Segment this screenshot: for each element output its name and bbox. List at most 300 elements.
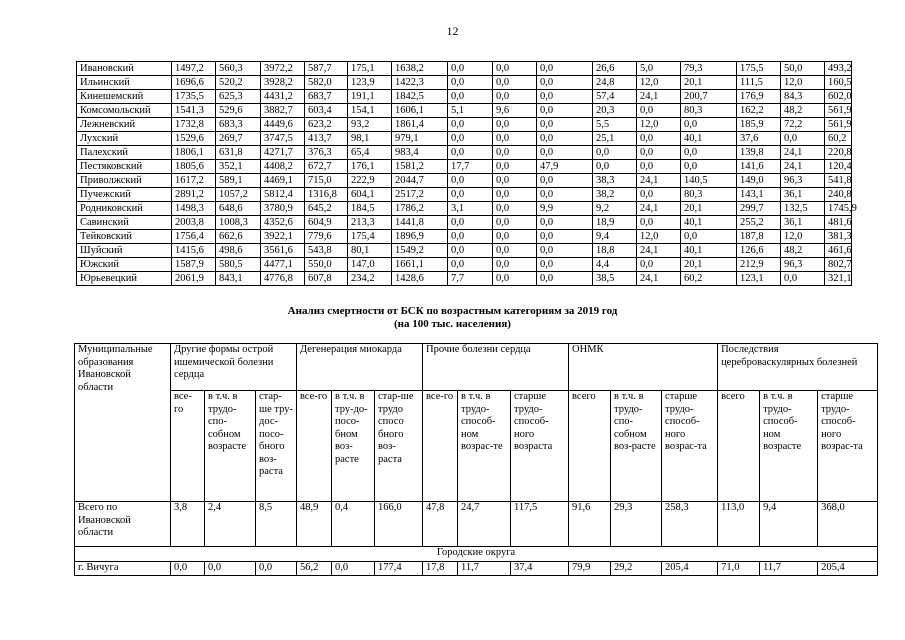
- table-cell: 1756,4: [172, 230, 216, 244]
- table-cell: 5,5: [593, 118, 637, 132]
- table-cell: 0,0: [493, 230, 537, 244]
- table-cell: 7,7: [448, 272, 493, 286]
- table-cell: 0,0: [537, 132, 593, 146]
- district-name: Южский: [77, 258, 172, 272]
- table-cell: 24,1: [637, 244, 681, 258]
- table-cell: 3780,9: [261, 202, 305, 216]
- table-cell: 0,0: [537, 230, 593, 244]
- table-cell: 983,4: [392, 146, 448, 160]
- table-cell: 57,4: [593, 90, 637, 104]
- total-cell: 368,0: [818, 502, 878, 547]
- table-cell: 3747,5: [261, 132, 305, 146]
- table-cell: 220,8: [825, 146, 852, 160]
- total-cell: 48,9: [297, 502, 332, 547]
- group-header: ОНМК: [569, 344, 718, 391]
- table-cell: 80,3: [681, 104, 737, 118]
- table-cell: 126,6: [737, 244, 781, 258]
- table-cell: 93,2: [348, 118, 392, 132]
- district-name: Палехский: [77, 146, 172, 160]
- table-cell: 98,1: [348, 132, 392, 146]
- table-cell: 0,0: [593, 160, 637, 174]
- table-cell: 0,0: [681, 146, 737, 160]
- table-cell: 648,6: [216, 202, 261, 216]
- table-cell: 29,2: [611, 562, 662, 576]
- table-cell: 205,4: [818, 562, 878, 576]
- table-cell: 0,0: [637, 258, 681, 272]
- table-cell: 0,0: [448, 188, 493, 202]
- table-cell: 4,4: [593, 258, 637, 272]
- table-cell: 20,1: [681, 258, 737, 272]
- table-cell: 18,9: [593, 216, 637, 230]
- table-cell: 1008,3: [216, 216, 261, 230]
- column-subheader: в т.ч. в тру-до-посо-бном воз-расте: [332, 391, 375, 502]
- table-cell: 11,7: [760, 562, 818, 576]
- table-cell: 3928,2: [261, 76, 305, 90]
- table-cell: 321,1: [825, 272, 852, 286]
- total-cell: 3,8: [171, 502, 205, 547]
- table-cell: 24,1: [637, 202, 681, 216]
- table-cell: 4449,6: [261, 118, 305, 132]
- table-cell: 1316,8: [305, 188, 348, 202]
- table-cell: 604,1: [348, 188, 392, 202]
- table-cell: 0,0: [493, 188, 537, 202]
- table-cell: 20,1: [681, 76, 737, 90]
- table-cell: 4408,2: [261, 160, 305, 174]
- table-cell: 177,4: [375, 562, 423, 576]
- table-cell: 589,1: [216, 174, 261, 188]
- table-cell: 1541,3: [172, 104, 216, 118]
- column-subheader: все-го: [171, 391, 205, 502]
- table-cell: 0,0: [781, 132, 825, 146]
- table-cell: 185,9: [737, 118, 781, 132]
- table-cell: 5812,4: [261, 188, 305, 202]
- table-cell: 2044,7: [392, 174, 448, 188]
- district-name: Пестяковский: [77, 160, 172, 174]
- table-row: [77, 104, 852, 118]
- table-cell: 1587,9: [172, 258, 216, 272]
- group-header: Прочие болезни сердца: [423, 344, 569, 391]
- section-row: [75, 547, 878, 562]
- table-cell: 79,3: [681, 62, 737, 76]
- table-cell: 24,8: [593, 76, 637, 90]
- table-cell: 132,5: [781, 202, 825, 216]
- table-cell: 481,6: [825, 216, 852, 230]
- section-title: Анализ смертности от БСК по возрастным категориям за 2019 год: [287, 305, 618, 317]
- table-cell: 0,0: [681, 230, 737, 244]
- column-subheader: стар-ше трудо спосо бного воз-раста: [375, 391, 423, 502]
- table-row: [77, 188, 852, 202]
- total-cell: 91,6: [569, 502, 611, 547]
- table-cell: 147,0: [348, 258, 392, 272]
- table-cell: 191,1: [348, 90, 392, 104]
- table-cell: 493,2: [825, 62, 852, 76]
- table-cell: 0,0: [493, 272, 537, 286]
- table-cell: 9,6: [493, 104, 537, 118]
- table-row: [77, 258, 852, 272]
- age-category-mortality-table: [74, 343, 878, 576]
- table-cell: 0,0: [448, 62, 493, 76]
- table-cell: 36,1: [781, 216, 825, 230]
- table-cell: 0,0: [593, 146, 637, 160]
- table-cell: 0,0: [637, 104, 681, 118]
- table-cell: 175,1: [348, 62, 392, 76]
- table-cell: 0,0: [448, 132, 493, 146]
- table-cell: 1861,4: [392, 118, 448, 132]
- table-row: [77, 76, 852, 90]
- table-cell: 162,2: [737, 104, 781, 118]
- table-cell: 12,0: [637, 76, 681, 90]
- district-name: Пучежский: [77, 188, 172, 202]
- table-cell: 1617,2: [172, 174, 216, 188]
- table-cell: 0,0: [537, 174, 593, 188]
- table-cell: 48,2: [781, 104, 825, 118]
- table-cell: 1806,1: [172, 146, 216, 160]
- total-cell: 24,7: [458, 502, 511, 547]
- table-cell: 1428,6: [392, 272, 448, 286]
- table-cell: 645,2: [305, 202, 348, 216]
- district-mortality-table: [76, 61, 857, 286]
- table-cell: 4271,7: [261, 146, 305, 160]
- table-cell: 2003,8: [172, 216, 216, 230]
- table-row: [77, 62, 852, 76]
- table-cell: 200,7: [681, 90, 737, 104]
- table-cell: 184,5: [348, 202, 392, 216]
- table-cell: 0,0: [493, 174, 537, 188]
- table-cell: 0,0: [448, 244, 493, 258]
- table-cell: 0,0: [448, 258, 493, 272]
- table-cell: 141,6: [737, 160, 781, 174]
- table-cell: 154,1: [348, 104, 392, 118]
- total-cell: 166,0: [375, 502, 423, 547]
- table-cell: 587,7: [305, 62, 348, 76]
- table-cell: 3,1: [448, 202, 493, 216]
- table-cell: 56,2: [297, 562, 332, 576]
- total-row: [75, 502, 878, 547]
- table-cell: 4431,2: [261, 90, 305, 104]
- table-cell: 498,6: [216, 244, 261, 258]
- table-cell: 60,2: [825, 132, 852, 146]
- table-cell: 120,4: [825, 160, 852, 174]
- table-cell: 0,0: [493, 244, 537, 258]
- table-cell: 4477,1: [261, 258, 305, 272]
- total-cell: 258,3: [662, 502, 718, 547]
- table-cell: 24,1: [637, 174, 681, 188]
- table-cell: 71,0: [718, 562, 760, 576]
- table-cell: 0,0: [537, 216, 593, 230]
- table-cell: 683,7: [305, 90, 348, 104]
- table-cell: 4352,6: [261, 216, 305, 230]
- section-label: Городские округа: [75, 547, 878, 562]
- table-row: [77, 146, 852, 160]
- table-cell: 802,7: [825, 258, 852, 272]
- section-subtitle: (на 100 тыс. населения): [394, 318, 511, 330]
- table-cell: 1896,9: [392, 230, 448, 244]
- table-cell: 0,0: [637, 216, 681, 230]
- table-cell: 5,1: [448, 104, 493, 118]
- table-cell: 376,3: [305, 146, 348, 160]
- table-cell: 0,0: [171, 562, 205, 576]
- total-cell: 29,3: [611, 502, 662, 547]
- table-cell: 1422,3: [392, 76, 448, 90]
- table-cell: 561,9: [825, 104, 852, 118]
- table-cell: 0,0: [537, 146, 593, 160]
- table-cell: 0,0: [205, 562, 256, 576]
- table-row: [77, 90, 852, 104]
- table-cell: 0,0: [781, 272, 825, 286]
- table-cell: 37,6: [737, 132, 781, 146]
- total-cell: 47,8: [423, 502, 458, 547]
- table-cell: 0,0: [537, 90, 593, 104]
- table-row: [77, 272, 852, 286]
- table-cell: 0,0: [637, 132, 681, 146]
- table-cell: 0,0: [537, 118, 593, 132]
- table-cell: 607,8: [305, 272, 348, 286]
- corner-header: Муниципальные образования Ивановской области: [75, 344, 171, 502]
- table-cell: 1057,2: [216, 188, 261, 202]
- table-cell: 541,8: [825, 174, 852, 188]
- table-cell: 65,4: [348, 146, 392, 160]
- district-name: Ильинский: [77, 76, 172, 90]
- table-cell: 47,9: [537, 160, 593, 174]
- district-name: Ивановский: [77, 62, 172, 76]
- table-cell: 40,1: [681, 132, 737, 146]
- table-cell: 0,0: [537, 244, 593, 258]
- table-cell: 175,4: [348, 230, 392, 244]
- column-subheader: в т.ч. в трудо-способ-ном возрасте: [760, 391, 818, 502]
- table-cell: 1415,6: [172, 244, 216, 258]
- column-subheader: в т.ч. в трудо-способ-ном возрас-те: [458, 391, 511, 502]
- table-cell: 0,0: [493, 216, 537, 230]
- table-cell: 560,3: [216, 62, 261, 76]
- page-number: 12: [446, 24, 459, 38]
- municipality-name: г. Вичуга: [75, 562, 171, 576]
- table-cell: 24,1: [781, 160, 825, 174]
- table-cell: 212,9: [737, 258, 781, 272]
- table-cell: 1735,5: [172, 90, 216, 104]
- table-row: [77, 202, 852, 216]
- table-cell: 3922,1: [261, 230, 305, 244]
- table-cell: 0,0: [448, 90, 493, 104]
- table-cell: 1638,2: [392, 62, 448, 76]
- table-cell: 12,0: [781, 76, 825, 90]
- table-row: [77, 230, 852, 244]
- column-subheader: старше трудо-способ-ного возрас-та: [662, 391, 718, 502]
- table-cell: 26,6: [593, 62, 637, 76]
- column-subheader: всего: [569, 391, 611, 502]
- table-cell: 40,1: [681, 216, 737, 230]
- table-cell: 187,8: [737, 230, 781, 244]
- table-cell: 631,8: [216, 146, 261, 160]
- table-cell: 0,0: [637, 160, 681, 174]
- table-cell: 123,1: [737, 272, 781, 286]
- column-subheader: всего: [718, 391, 760, 502]
- table-cell: 205,4: [662, 562, 718, 576]
- table-cell: 603,4: [305, 104, 348, 118]
- column-subheader: в т.ч. в трудо-спо-собном возрасте: [205, 391, 256, 502]
- total-cell: 2,4: [205, 502, 256, 547]
- total-label: Всего по Ивановской области: [75, 502, 171, 547]
- table-cell: 561,9: [825, 118, 852, 132]
- table-cell: 1696,6: [172, 76, 216, 90]
- table-cell: 48,2: [781, 244, 825, 258]
- table-cell: 0,0: [448, 230, 493, 244]
- table-cell: 40,1: [681, 244, 737, 258]
- table-cell: 160,5: [825, 76, 852, 90]
- table-cell: 0,0: [493, 90, 537, 104]
- district-name: Савинский: [77, 216, 172, 230]
- table-cell: 0,0: [537, 62, 593, 76]
- table-cell: 20,3: [593, 104, 637, 118]
- table-cell: 5,0: [637, 62, 681, 76]
- table-cell: 1842,5: [392, 90, 448, 104]
- table-cell: 0,0: [448, 146, 493, 160]
- column-subheader: все-го: [423, 391, 458, 502]
- table-cell: 84,3: [781, 90, 825, 104]
- table-cell: 0,0: [537, 258, 593, 272]
- district-name: Лухский: [77, 132, 172, 146]
- table-cell: 2891,2: [172, 188, 216, 202]
- district-name: Комсомольский: [77, 104, 172, 118]
- column-subheader: старше трудо-способ-ного возрас-та: [818, 391, 878, 502]
- subheader-row: [75, 391, 878, 502]
- table-row: [77, 174, 852, 188]
- table-cell: 4469,1: [261, 174, 305, 188]
- table-cell: 25,1: [593, 132, 637, 146]
- table-cell: 352,1: [216, 160, 261, 174]
- table-cell: 979,1: [392, 132, 448, 146]
- table-cell: 779,6: [305, 230, 348, 244]
- table-cell: 79,9: [569, 562, 611, 576]
- table-cell: 176,1: [348, 160, 392, 174]
- table-cell: 683,3: [216, 118, 261, 132]
- table-cell: 0,0: [493, 62, 537, 76]
- table-cell: 269,7: [216, 132, 261, 146]
- table-row: [75, 562, 878, 576]
- group-header: Последствия цереброваскулярных болезней: [718, 344, 878, 391]
- district-name: Шуйский: [77, 244, 172, 258]
- table-cell: 0,0: [448, 216, 493, 230]
- table-cell: 0,0: [681, 118, 737, 132]
- table-cell: 255,2: [737, 216, 781, 230]
- column-subheader: стар-ше тру-дос-посо-бного воз-раста: [256, 391, 297, 502]
- table-cell: 413,7: [305, 132, 348, 146]
- table-cell: 213,3: [348, 216, 392, 230]
- total-cell: 8,5: [256, 502, 297, 547]
- table-cell: 529,6: [216, 104, 261, 118]
- table-cell: 38,5: [593, 272, 637, 286]
- table-cell: 139,8: [737, 146, 781, 160]
- table-cell: 550,0: [305, 258, 348, 272]
- district-name: Родниковский: [77, 202, 172, 216]
- table-row: [77, 132, 852, 146]
- table-cell: 96,3: [781, 258, 825, 272]
- table-cell: 0,0: [448, 76, 493, 90]
- column-subheader: старше трудо-способ-ного возраста: [511, 391, 569, 502]
- total-cell: 0,4: [332, 502, 375, 547]
- table-cell: 0,0: [493, 146, 537, 160]
- table-cell: 2517,2: [392, 188, 448, 202]
- table-cell: 123,9: [348, 76, 392, 90]
- total-cell: 117,5: [511, 502, 569, 547]
- table-cell: 1529,6: [172, 132, 216, 146]
- table-cell: 543,8: [305, 244, 348, 258]
- table-cell: 234,2: [348, 272, 392, 286]
- table-cell: 715,0: [305, 174, 348, 188]
- table-cell: 175,5: [737, 62, 781, 76]
- district-name: Юрьевецкий: [77, 272, 172, 286]
- table-cell: 37,4: [511, 562, 569, 576]
- table-cell: 0,0: [537, 104, 593, 118]
- table-cell: 38,2: [593, 188, 637, 202]
- table-cell: 0,0: [537, 188, 593, 202]
- table-cell: 604,9: [305, 216, 348, 230]
- table-cell: 582,0: [305, 76, 348, 90]
- table-cell: 1581,2: [392, 160, 448, 174]
- table-cell: 1498,3: [172, 202, 216, 216]
- table-cell: 0,0: [256, 562, 297, 576]
- table-cell: 72,2: [781, 118, 825, 132]
- table-cell: 0,0: [332, 562, 375, 576]
- table-cell: 843,1: [216, 272, 261, 286]
- table-cell: 1549,2: [392, 244, 448, 258]
- table-cell: 60,2: [681, 272, 737, 286]
- district-name: Лежневский: [77, 118, 172, 132]
- table-cell: 24,1: [637, 272, 681, 286]
- total-cell: 113,0: [718, 502, 760, 547]
- table-cell: 20,1: [681, 202, 737, 216]
- table-cell: 0,0: [493, 202, 537, 216]
- table-cell: 222,9: [348, 174, 392, 188]
- column-subheader: все-го: [297, 391, 332, 502]
- table-cell: 1732,8: [172, 118, 216, 132]
- table-cell: 0,0: [681, 160, 737, 174]
- table-cell: 9,2: [593, 202, 637, 216]
- table-cell: 11,7: [458, 562, 511, 576]
- table-cell: 1606,1: [392, 104, 448, 118]
- table-cell: 1745,9: [825, 202, 852, 216]
- table-cell: 80,1: [348, 244, 392, 258]
- table-cell: 0,0: [637, 146, 681, 160]
- table-row: [77, 244, 852, 258]
- table-cell: 80,3: [681, 188, 737, 202]
- table-cell: 3882,7: [261, 104, 305, 118]
- table-cell: 0,0: [537, 76, 593, 90]
- group-header: Дегенерация миокарда: [297, 344, 423, 391]
- table-cell: 0,0: [493, 258, 537, 272]
- table-cell: 12,0: [781, 230, 825, 244]
- table-cell: 662,6: [216, 230, 261, 244]
- table-cell: 0,0: [493, 76, 537, 90]
- table-cell: 520,2: [216, 76, 261, 90]
- table-cell: 1441,8: [392, 216, 448, 230]
- table-cell: 12,0: [637, 230, 681, 244]
- table-row: [77, 160, 852, 174]
- table-cell: 1497,2: [172, 62, 216, 76]
- table-cell: 143,1: [737, 188, 781, 202]
- table-cell: 9,4: [593, 230, 637, 244]
- district-name: Тейковский: [77, 230, 172, 244]
- table-cell: 24,1: [781, 146, 825, 160]
- table-cell: 299,7: [737, 202, 781, 216]
- column-subheader: в т.ч. в трудо-спо-собном воз-расте: [611, 391, 662, 502]
- table-cell: 111,5: [737, 76, 781, 90]
- table-cell: 672,7: [305, 160, 348, 174]
- table-cell: 0,0: [537, 272, 593, 286]
- table-cell: 149,0: [737, 174, 781, 188]
- table-cell: 0,0: [493, 160, 537, 174]
- table-cell: 17,8: [423, 562, 458, 576]
- district-name: Кинешемский: [77, 90, 172, 104]
